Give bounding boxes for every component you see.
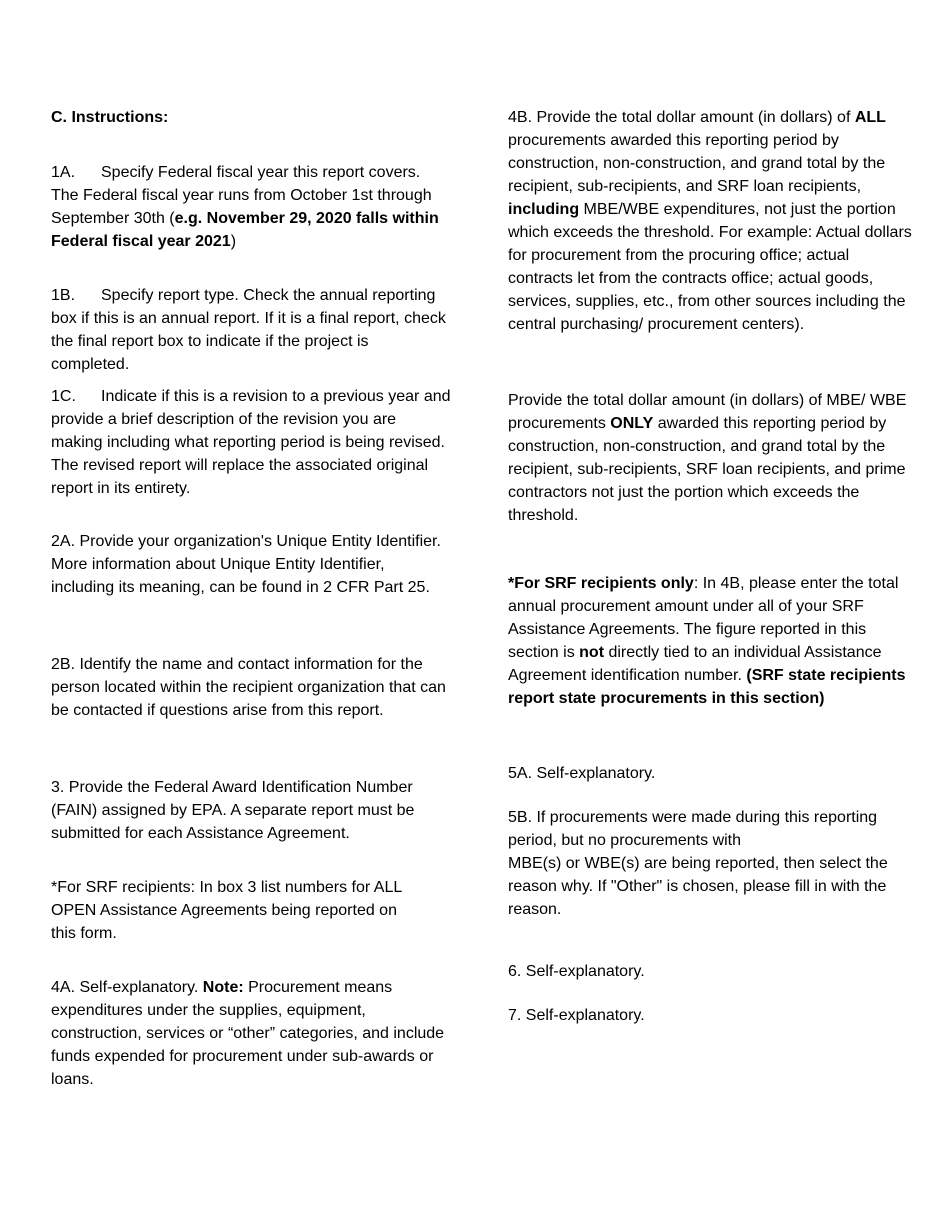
item-number: 1C.: [51, 388, 76, 405]
instruction-5a: 5A. Self-explanatory.: [508, 765, 656, 782]
srf-note: *For SRF recipients: In box 3 list numbers for ALL OPEN Assistance Agreements being reported on this form.: [51, 879, 402, 942]
instruction-4a: 4A. Self-explanatory. Note: Procurement means expenditures under the supplies, equipment, construction, services or “other” categories, and include funds expended for procurement under sub-awards or loans.: [51, 979, 445, 1088]
instruction-6: 6. Self-explanatory.: [508, 963, 645, 980]
srf-recipients-only-note: *For SRF recipients only: In 4B, please enter the total annual procurement amount under all of your SRF Assistance Agreements. The figure reported in this section is not directly tied to an individual Assistance Agreement identification number. (SRF state recipients report state procurements in this section): [508, 575, 906, 707]
item-number: 1A.: [51, 164, 76, 181]
instruction-7: 7. Self-explanatory.: [508, 1007, 645, 1024]
section-title: C. Instructions:: [51, 109, 169, 126]
instruction-5b: 5B. If procurements were made during this reporting period, but no procurements with MBE(s) or WBE(s) are being reported, then select the reason why. If "Other" is chosen, please fill in with the reason.: [508, 809, 888, 918]
instruction-1a: 1A. Specify Federal fiscal year this report covers. The Federal fiscal year runs from October 1st through September 30th (e.g. November 29, 2020 falls within Federal fiscal year 2021): [51, 161, 451, 253]
instruction-3: 3. Provide the Federal Award Identification Number (FAIN) assigned by EPA. A separate report must be submitted for each Assistance Agreement.: [51, 779, 415, 842]
instruction-4b: 4B. Provide the total dollar amount (in dollars) of ALL procurements awarded this reporting period by construction, non-construction, and grand total by the recipient, sub-recipients, and SRF loan recipients, including MBE/WBE expenditures, not just the portion which exceeds the threshold. For example: Actual dollars for procurement from the procuring office; actual contracts let from the contracts office; actual goods, services, supplies, etc., from other sources including the central purchasing/ procurement centers).: [508, 109, 912, 333]
instruction-1c: 1C. Indicate if this is a revision to a previous year and provide a brief description of the revision you are making including what reporting period is being revised. The revised report will replace the associated original report in its entirety.: [51, 385, 451, 500]
instruction-2b: 2B. Identify the name and contact information for the person located within the recipient organization that can be contacted if questions arise from this report.: [51, 656, 446, 719]
instruction-1b: 1B. Specify report type. Check the annual reporting box if this is an annual report. If it is a final report, check the final report box to indicate if the project is completed.: [51, 284, 451, 376]
instruction-4b-mbe-wbe: Provide the total dollar amount (in dollars) of MBE/ WBE procurements ONLY awarded this reporting period by construction, non-construction, and grand total by the recipient, sub-recipients, SRF loan recipients, and prime contractors not just the portion which exceeds the threshold.: [508, 392, 907, 524]
item-number: 1B.: [51, 287, 76, 304]
instruction-2a: 2A. Provide your organization's Unique Entity Identifier. More information about Unique Entity Identifier, including its meaning, can be found in 2 CFR Part 25.: [51, 533, 441, 596]
